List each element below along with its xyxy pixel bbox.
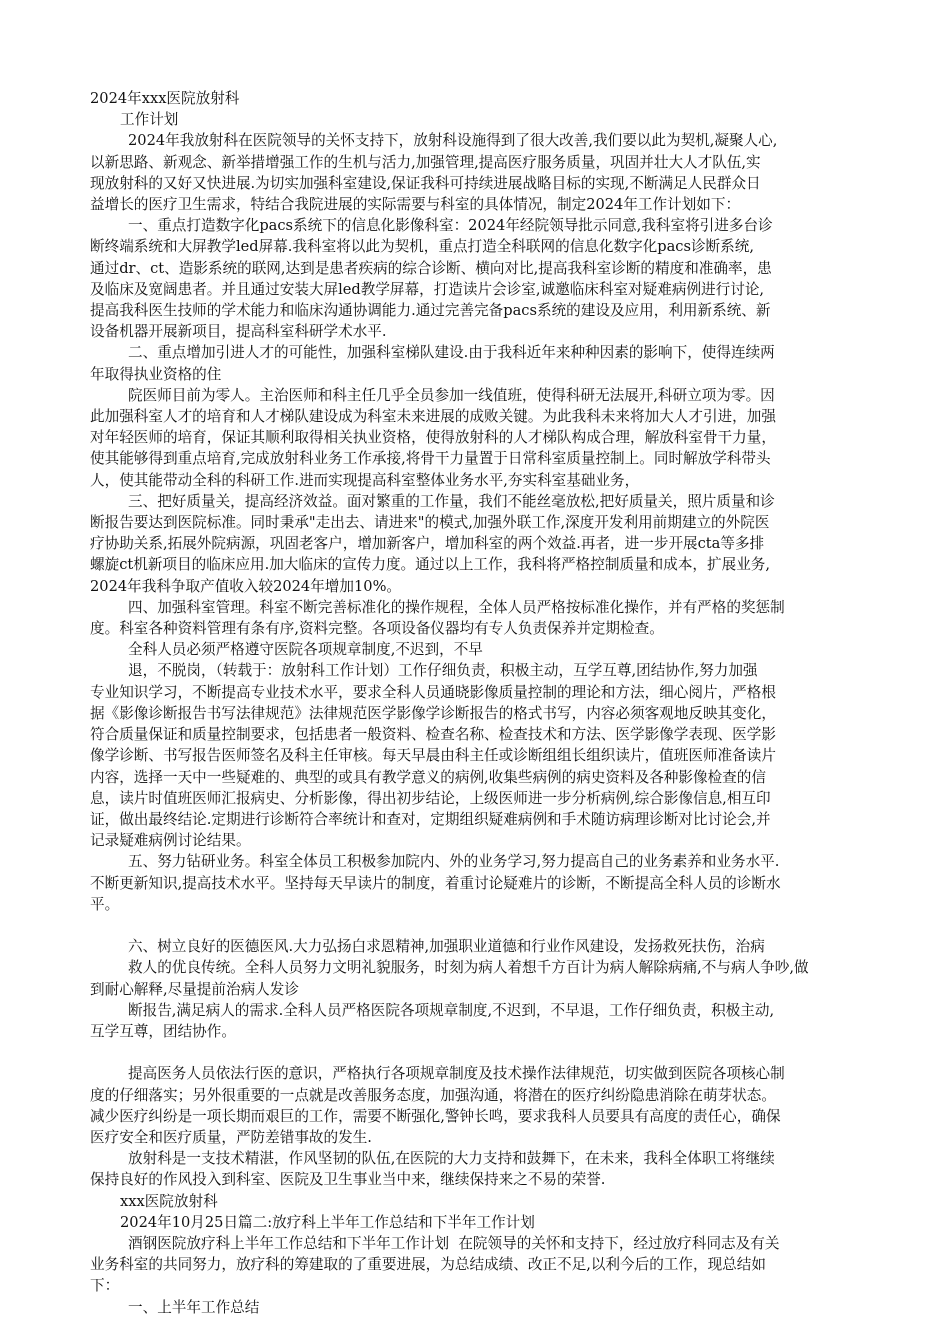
- text-line: 度。科室各种资料管理有条有序,资料完整。各项设备仪器均有专人负责保养并定期检查。: [90, 620, 664, 638]
- text-line: 证，做出最终结论.定期进行诊断符合率统计和查对，定期组织疑难病例和手术随访病理诊断对比讨论会,并: [90, 810, 771, 828]
- text-line: 符合质量保证和质量控制要求，包括患者一般资料、检查名称、检查技术和方法、医学影像学表现、医学影: [90, 726, 776, 744]
- text-line: 疗协助关系,拓展外院病源，巩固老客户，增加新客户，增加科室的两个效益.再者，进一步开展cta等多排: [90, 535, 765, 553]
- text-line: 及临床及宽阔患者。并且通过安装大屏led教学屏幕，打造读片会诊室,诚邀临床科室对疑难病例进行讨论,: [90, 280, 765, 298]
- text-line: 通过dr、ct、造影系统的联网,达到是患者疾病的综合诊断、横向对比,提高我科室诊断的精度和准确率，患: [90, 259, 772, 277]
- text-line: 到耐心解释,尽量提前治病人发诊: [90, 980, 299, 998]
- text-line: 平。: [90, 895, 120, 913]
- text-line: 医疗安全和医疗质量，严防差错事故的发生.: [90, 1128, 372, 1146]
- text-line: 螺旋ct机新项目的临床应用.加大临床的宣传力度。通过以上工作，我科将严格控制质量和成本，扩展业务,: [90, 556, 771, 574]
- text-line: 断报告,满足病人的需求.全科人员严格医院各项规章制度,不迟到，不早退，工作仔细负责，积极主动,: [128, 1001, 775, 1019]
- text-line: 度的仔细落实；另外很重要的一点就是改善服务态度，加强沟通，将潜在的医疗纠纷隐患消除在萌芽状态。: [90, 1086, 776, 1104]
- text-line: 设备机器开展新项目，提高科室科研学术水平.: [90, 323, 387, 341]
- text-line: 益增长的医疗卫生需求，特结合我院进展的实际需要与科室的具体情况，制定2024年工作计划如下：: [90, 196, 741, 214]
- text-line: 像学诊断、书写报告医师签名及科主任审核。每天早晨由科主任或诊断组组长组织读片，值班医师准备读片: [90, 747, 776, 765]
- text-line: 下：: [90, 1277, 120, 1295]
- document-page: [90, 88, 866, 1318]
- text-line: 救人的优良传统。全科人员努力文明礼貌服务，时刻为病人着想千方百计为病人解除病痛,不与病人争吵,做: [128, 959, 809, 977]
- text-line: 专业知识学习，不断提高专业技术水平，要求全科人员通晓影像质量控制的理论和方法，细心阅片，严格根: [90, 683, 776, 701]
- text-line: 对年轻医师的培育，保证其顺利取得相关执业资格，使得放射科的人才梯队构成合理，解放科室骨干力量，: [90, 429, 776, 447]
- text-line: 互学互尊，团结协作。: [90, 1022, 236, 1040]
- text-line: 提高我科医生技师的学术能力和临床沟通协调能力.通过完善完备pacs系统的建设及应用，利用新系统、新: [90, 302, 771, 320]
- text-line: 提高医务人员依法行医的意识，严格执行各项规章制度及技术操作法律规范，切实做到医院各项核心制: [128, 1065, 785, 1083]
- text-line: 酒钢医院放疗科上半年工作总结和下半年工作计划 在院领导的关怀和支持下，经过放疗科同志及有关: [128, 1234, 780, 1252]
- text-line: 放射科是一支技术精湛，作风坚韧的队伍,在医院的大力支持和鼓舞下，在未来，我科全体职工将继续: [128, 1150, 775, 1168]
- text-line: 退，不脱岗，（转载于：放射科工作计划）工作仔细负责，积极主动，互学互尊,团结协作,努力加强: [128, 662, 758, 680]
- text-line: [90, 915, 866, 936]
- text-line: 2024年10月25日篇二:放疗科上半年工作总结和下半年工作计划: [120, 1213, 535, 1231]
- text-line: xxx医院放射科: [120, 1192, 218, 1210]
- text-line: 人，使其能带动全科的科研工作.进而实现提高科室整体业务水平,夯实科室基础业务，: [90, 471, 640, 489]
- text-line: 使其能够得到重点培育,完成放射科业务工作承接,将骨干力量置于日常科室质量控制上。同时解放学科带头: [90, 450, 771, 468]
- text-line: 保持良好的作风投入到科室、医院及卫生事业当中来，继续保持来之不易的荣誉.: [90, 1171, 606, 1189]
- text-line: 现放射科的又好又快进展.为切实加强科室建设,保证我科可持续进展战略目标的实现,不断满足人民群众日: [90, 174, 761, 192]
- text-line: 内容，选择一天中一些疑难的、典型的或具有教学意义的病例,收集些病例的病史资料及各种影像检查的信: [90, 768, 766, 786]
- text-line: 三、把好质量关，提高经济效益。面对繁重的工作量，我们不能丝毫放松,把好质量关，照片质量和诊: [128, 492, 775, 510]
- text-line: 五、努力钻研业务。科室全体员工积极参加院内、外的业务学习,努力提高自己的业务素养和业务水平.: [128, 853, 780, 871]
- text-line: 不断更新知识,提高技术水平。坚持每天早读片的制度，着重讨论疑难片的诊断，不断提高全科人员的诊断水: [90, 874, 781, 892]
- text-line: 一、重点打造数字化pacs系统下的信息化影像科室：2024年经院领导批示同意,我科室将引进多台诊: [128, 217, 773, 235]
- text-line: 以新思路、新观念、新举措增强工作的生机与活力,加强管理,提高医疗服务质量，巩固并壮大人才队伍,实: [90, 153, 761, 171]
- text-line: 断终端系统和大屏教学led屏幕.我科室将以此为契机，重点打造全科联网的信息化数字化pacs诊断系统,: [90, 238, 754, 256]
- text-line: 四、加强科室管理。科室不断完善标准化的操作规程，全体人员严格按标准化操作，并有严格的奖惩制: [128, 598, 785, 616]
- text-line: 六、树立良好的医德医风.大力弘扬白求恩精神,加强职业道德和行业作风建设，发扬救死扶伤，治病: [128, 938, 765, 956]
- text-line: 息，读片时值班医师汇报病史、分析影像，得出初步结论，上级医师进一步分析病例,综合影像信息,相互印: [90, 789, 771, 807]
- text-line: 全科人员必须严格遵守医院各项规章制度,不迟到，不早: [128, 641, 483, 659]
- text-line: 2024年我科争取产值收入较2024年增加10%。: [90, 577, 402, 595]
- text-line: 二、重点增加引进人才的可能性，加强科室梯队建设.由于我科近年来种种因素的影响下，使得连续两: [128, 344, 775, 362]
- text-line: 据《影像诊断报告书写法律规范》法律规范医学影像学诊断报告的格式书写，内容必须客观地反映其变化，: [90, 704, 776, 722]
- text-line: 此加强科室人才的培育和人才梯队建设成为科室未来进展的成败关键。为此我科未来将加大人才引进，加强: [90, 408, 776, 426]
- text-line: 断报告要达到医院标准。同时秉承"走出去、请进来"的模式,加强外联工作,深度开发利用前期建立的外院医: [90, 514, 770, 532]
- text-line: 一、上半年工作总结: [128, 1298, 260, 1316]
- text-line: 2024年xxx医院放射科: [90, 90, 240, 107]
- text-line: 院医师目前为零人。主治医师和科主任几乎全员参加一线值班，使得科研无法展开,科研立项为零。因: [128, 386, 775, 404]
- text-line: 2024年我放射科在医院领导的关怀支持下，放射科设施得到了很大改善,我们要以此为契机,凝聚人心,: [128, 132, 778, 150]
- text-line: 年取得执业资格的住: [90, 365, 222, 383]
- text-line: 减少医疗纠纷是一项长期而艰巨的工作，需要不断强化,警钟长鸣，要求我科人员要具有高度的责任心，确保: [90, 1107, 781, 1125]
- text-line: 工作计划: [120, 111, 179, 129]
- text-line: 记录疑难病例讨论结果。: [90, 832, 251, 850]
- text-line: [90, 1042, 866, 1063]
- text-line: 业务科室的共同努力，放疗科的筹建取的了重要进展，为总结成绩、改正不足,以利今后的工作，现总结如: [90, 1256, 766, 1274]
